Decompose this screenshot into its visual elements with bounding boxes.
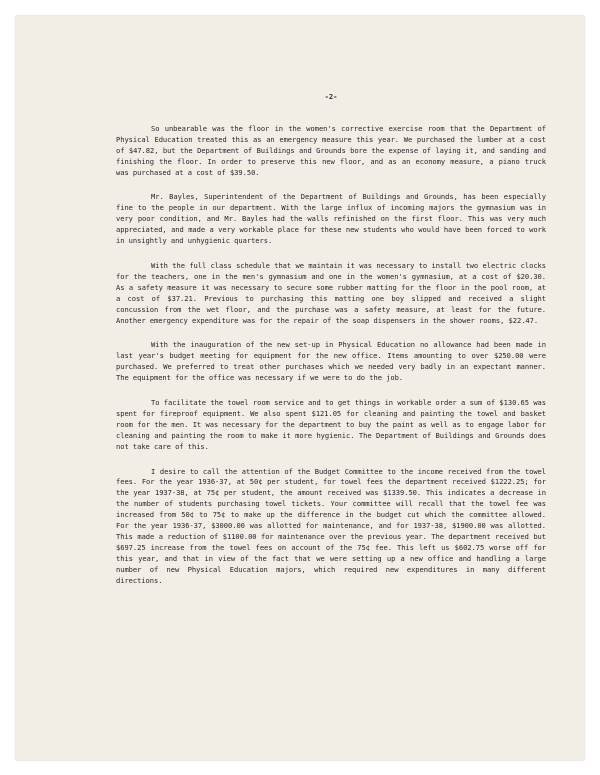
document-page bbox=[16, 16, 584, 760]
paragraph-clocks-matting: With the full class schedule that we maintain it was necessary to install two electric clocks for the teachers, one in the men's gymnasium and one in the women's gymnasium, at a cost of $20.30. As a safety measure it was necessary to secure some rubber matting for the floor in the pool room, at a cost of $37.21. Previous to purchasing this matting one boy slipped and received a slight concussion from the wet floor, and the purchase was a safety measure, at least for the future. Another emergency expenditure was for the repair of the soap dispensers in the shower rooms, $22.47. bbox=[116, 260, 546, 325]
paragraph-floor-emergency: So unbearable was the floor in the women's corrective exercise room that the Department of Physical Education treated this as an emergency measure this year. We purchased the lumber at a cost of $47.82, but the Department of Buildings and Grounds bore the expense of laying it, and sanding and finishing the floor. In order to preserve this new floor, and as an economy measure, a piano truck was purchased at a cost of $39.50. bbox=[116, 123, 546, 177]
page-number: -2- bbox=[324, 92, 338, 101]
paragraph-towel-room: To facilitate the towel room service and to get things in workable order a sum of $130.65 was spent for fireproof equipment. We also spent $121.05 for cleaning and painting the towel and basket room for the men. It was necessary for the department to buy the paint as well as to engage labor for cleaning and painting the room to make it more hygienic. The Department of Buildings and Grounds does not take care of this. bbox=[116, 398, 546, 451]
paragraph-buildings-grounds: Mr. Bayles, Superintendent of the Department of Buildings and Grounds, has been especially fine to the people in our department. With the large influx of incoming majors the gymnasium was in very poor condition, and Mr. Bayles had the walls refinished on the first floor. This was very much appreciated, and made a very workable place for these new students who would have been forced to work in unsightly and unhygienic quarters. bbox=[116, 192, 546, 246]
paragraph-office-equipment: With the inauguration of the new set-up in Physical Education no allowance had been made in last year's budget meeting for equipment for the new office. Items amounting to over $250.00 were purchased. We preferred to treat other purchases which we needed very badly in an expectant manner. The equipment for the office was necessary if we were to do the job. bbox=[116, 340, 546, 383]
paragraph-towel-fees: I desire to call the attention of the Budget Committee to the income received from the towel fees. For the year 1936-37, at 50¢ per student, for towel fees the department received $1222.25; for the year 1937-38, at 75¢ per student, the amount received was $1339.50. This indicates a decrease in the number of students purchasing towel tickets. Your committee will recall that the towel fee was increased from 50¢ to 75¢ to make up the difference in the budget cut which the committee allowed. For the year 1936-37, $3000.00 was allotted for maintenance, and for 1937-38, $1900.00 was allotted. This made a reduction of $1100.00 for maintenance over the previous year. The department received but $697.25 increase from the towel fees on account of the 75¢ fee. This left us $602.75 worse off for this year, and that in view of the fact that we were setting up a new office and handling a large number of new Physical Education majors, which required new expenditures in many different directions. bbox=[116, 466, 546, 585]
page-body bbox=[116, 92, 546, 587]
